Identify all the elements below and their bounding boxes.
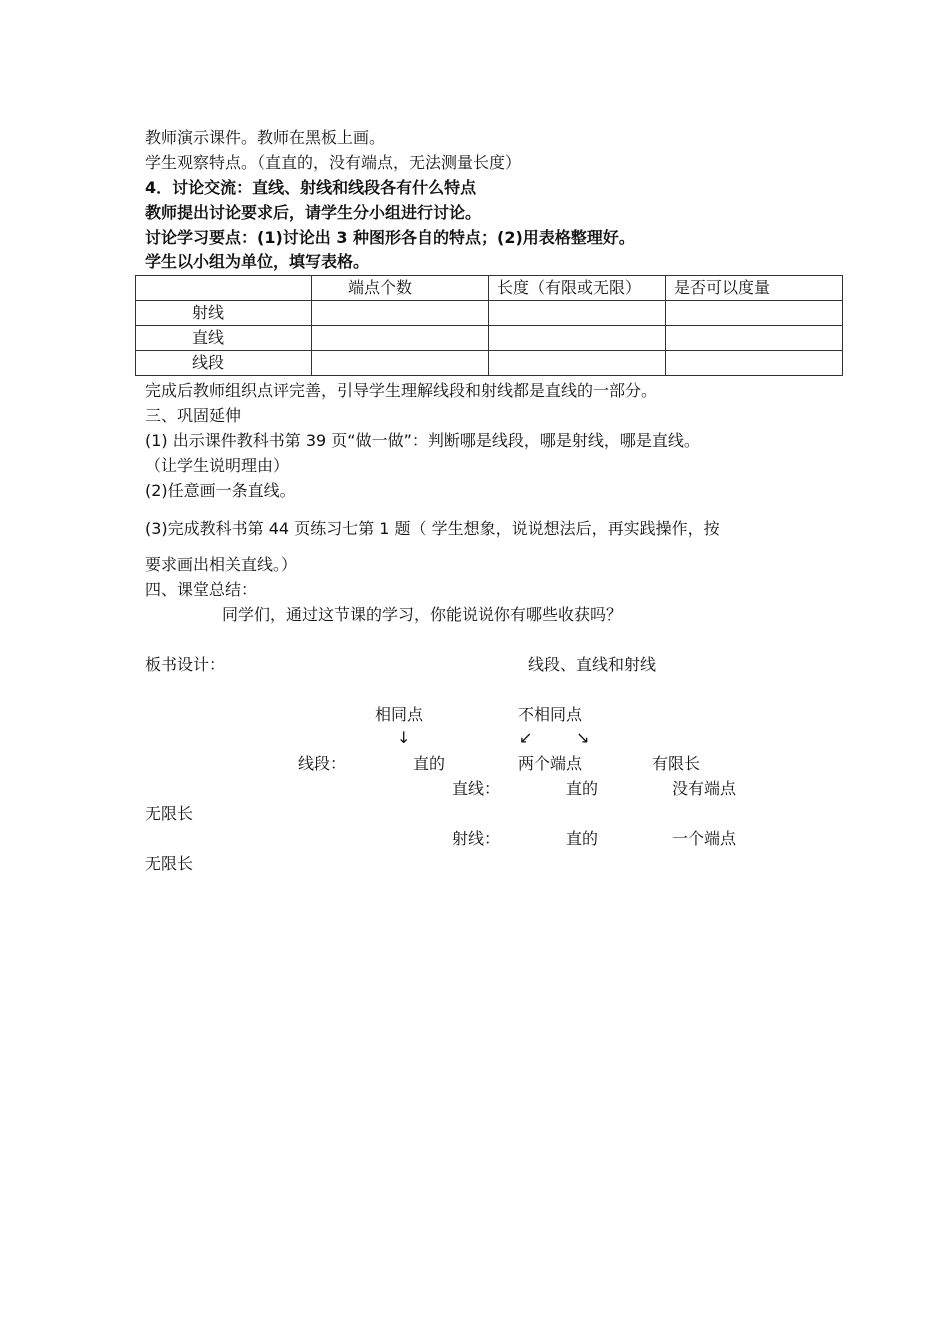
board-title: 线段、直线和射线 xyxy=(528,655,657,674)
line-summary-question: 同学们，通过这节课的学习，你能说说你有哪些收获吗？ xyxy=(222,605,623,624)
table-row xyxy=(136,301,843,326)
table-row-label: 线段 xyxy=(136,351,312,376)
arrow-down-icon: ↓ xyxy=(397,728,411,747)
table-cell[interactable] xyxy=(489,301,666,326)
board-line-label: 直线： xyxy=(452,779,501,798)
board-diff-points: 不相同点 xyxy=(518,705,583,724)
board-ray-label: 射线： xyxy=(452,829,501,848)
board-line-endpoints: 没有端点 xyxy=(672,779,737,798)
table-row-label: 射线 xyxy=(136,301,312,326)
table-header-cell: 端点个数 xyxy=(312,276,489,301)
board-design-label: 板书设计： xyxy=(145,655,226,674)
line-discussion-heading: 4．讨论交流：直线、射线和线段各有什么特点 xyxy=(145,178,477,197)
line-exercise-1: (1) 出示课件教科书第 39 页“做一做”：判断哪是线段，哪是射线，哪是直线。 xyxy=(145,431,700,450)
table-cell[interactable] xyxy=(666,326,843,351)
board-same-points: 相同点 xyxy=(375,705,424,724)
line-teacher-request: 教师提出讨论要求后，请学生分小组进行讨论。 xyxy=(145,203,482,222)
table-row xyxy=(136,351,843,376)
arrow-down-left-icon: ↙ xyxy=(519,728,533,747)
table-header-cell: 长度（有限或无限） xyxy=(489,276,666,301)
line-after-table: 完成后教师组织点评完善，引导学生理解线段和射线都是直线的一部分。 xyxy=(145,381,658,400)
board-segment-endpoints: 两个端点 xyxy=(518,754,583,773)
section-summary: 四、课堂总结： xyxy=(145,580,258,599)
board-segment-label: 线段： xyxy=(298,754,347,773)
board-ray-length: 无限长 xyxy=(145,854,194,873)
board-ray-straight: 直的 xyxy=(566,829,599,848)
table-cell[interactable] xyxy=(312,326,489,351)
features-table xyxy=(135,275,843,376)
board-line-straight: 直的 xyxy=(566,779,599,798)
table-header-row xyxy=(136,276,843,301)
table-header-cell: 是否可以度量 xyxy=(666,276,843,301)
arrow-down-right-icon: ↘ xyxy=(576,728,590,747)
table-cell[interactable] xyxy=(666,351,843,376)
table-row-label: 直线 xyxy=(136,326,312,351)
line-exercise-3: (3)完成教科书第 44 页练习七第 1 题（ 学生想象，说说想法后，再实践操作，按 xyxy=(145,519,720,538)
table-cell[interactable] xyxy=(489,326,666,351)
line-fill-table: 学生以小组为单位，填写表格。 xyxy=(145,252,370,271)
table-cell[interactable] xyxy=(312,351,489,376)
board-segment-straight: 直的 xyxy=(413,754,446,773)
line-teacher-demo: 教师演示课件。教师在黑板上画。 xyxy=(145,128,386,147)
board-segment-length: 有限长 xyxy=(652,754,701,773)
board-line-length: 无限长 xyxy=(145,804,194,823)
line-exercise-3-cont: 要求画出相关直线。） xyxy=(145,555,298,574)
board-ray-endpoints: 一个端点 xyxy=(672,829,737,848)
line-discussion-points: 讨论学习要点：(1)讨论出 3 种图形各自的特点；(2)用表格整理好。 xyxy=(145,228,635,247)
table-cell[interactable] xyxy=(489,351,666,376)
line-exercise-1-note: （让学生说明理由） xyxy=(145,456,290,475)
section-consolidate: 三、巩固延伸 xyxy=(145,406,242,425)
line-exercise-2: (2)任意画一条直线。 xyxy=(145,481,296,500)
table-row xyxy=(136,326,843,351)
table-cell[interactable] xyxy=(666,301,843,326)
line-student-observe: 学生观察特点。（直直的，没有端点，无法测量长度） xyxy=(145,153,522,172)
table-header-cell xyxy=(136,276,312,301)
table-cell[interactable] xyxy=(312,301,489,326)
